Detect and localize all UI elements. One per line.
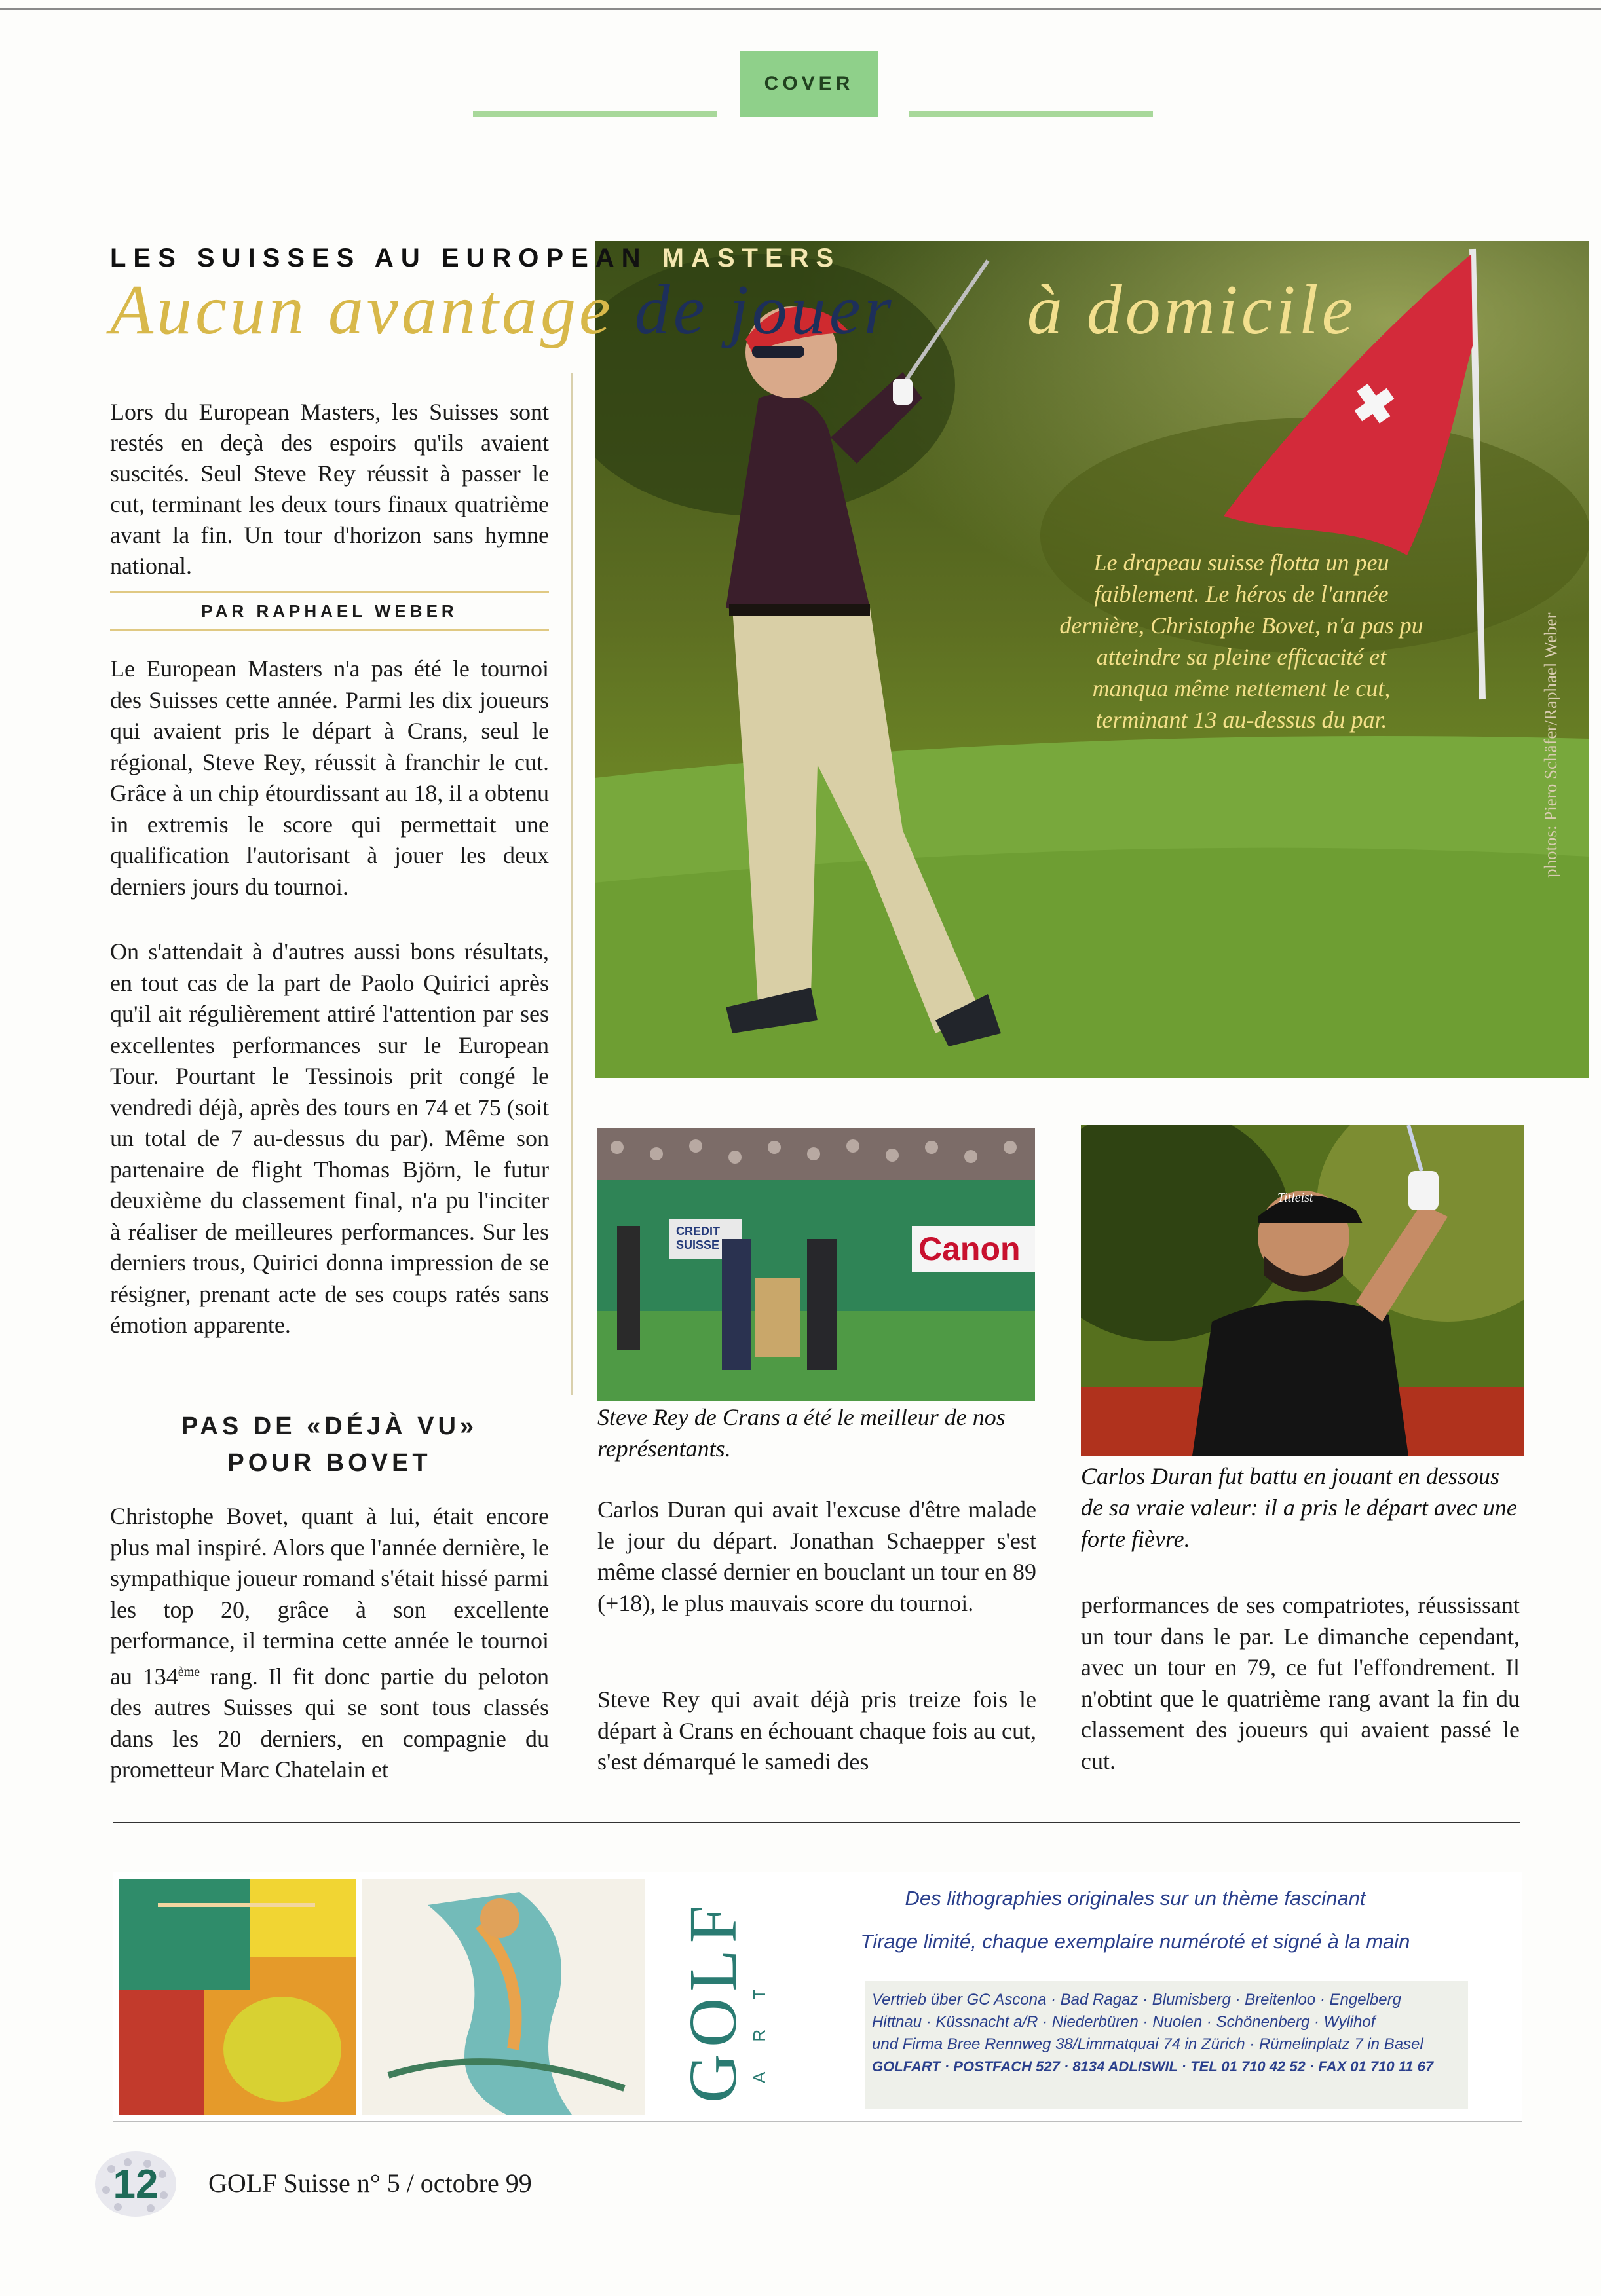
ad-headline-1: Des lithographies originales sur un thème fascinant	[905, 1887, 1366, 1910]
ad-headline-2: Tirage limité, chaque exemplaire numéroté et signé à la main	[860, 1930, 1410, 1953]
paragraph-3-end: rang. Il fit donc partie du peloton des autres Suisses qui se sont tous classés dans les 20 derniers, en compagnie du prometteur Marc Chatelain et	[110, 1663, 550, 1783]
banner-credit-suisse: CREDIT SUISSE	[676, 1225, 720, 1251]
kicker-dark: LES SUISSES AU EUROPEAN	[110, 244, 648, 272]
header-rule-left	[473, 111, 717, 117]
footer-rule	[113, 1822, 1520, 1823]
ad-logo	[674, 1887, 785, 2109]
headline-part-3: à domicile	[1027, 271, 1357, 349]
publication-info: GOLF Suisse n° 5 / octobre 99	[208, 2168, 532, 2198]
subheading	[110, 1408, 549, 1481]
header-rule-right	[909, 111, 1153, 117]
ad-logo-art: ART	[749, 1959, 769, 2083]
paragraph-3-start: Christophe Bovet, quant à lui, était encore plus mal inspiré. Alors que l'année dernière, le sympathique joueur romand s'était hissé parmi les top 20, grâce à son excellente performance, il termina cette année le tournoi au 134	[110, 1503, 549, 1690]
section-tab: COVER	[740, 51, 878, 117]
article-kicker	[110, 244, 840, 273]
ad-artwork-right	[362, 1879, 645, 2115]
subheading-line-1: PAS DE «DÉJÀ VU»	[181, 1413, 478, 1440]
paragraph-3	[110, 1501, 549, 1786]
duran-photo	[1081, 1125, 1524, 1456]
photo-credit: photos: Piero Schäfer/Raphael Weber	[1541, 612, 1560, 878]
page-number: 12	[113, 2162, 159, 2207]
ad-distribution	[872, 1989, 1468, 2078]
photo-credit-holder	[1541, 612, 1560, 891]
ad-distribution-line-2: Hittnau · Küssnacht a/R · Niederbüren · Nuolen · Schönenberg · Wylihof	[872, 2013, 1376, 2031]
ad-artwork-left	[119, 1879, 356, 2115]
main-photo-caption: Le drapeau suisse flotta un peu faiblement. Le héros de l'année dernière, Christophe Bovet, n'a pas pu atteindre sa pleine efficacité et manqua même nettement le cut, terminant 13 au-dessus du par.	[1059, 549, 1423, 733]
kicker-light: MASTERS	[662, 244, 841, 272]
paragraph-6: performances de ses compatriotes, réussissant un tour dans le par. Le dimanche cependant, avec un tour en 79, ce fut l'effondrement. Il n'obtint que le quatrième rang avant la fin du classement des joueurs qui avaient passé le cut.	[1081, 1592, 1520, 1774]
golfart-advertisement	[113, 1872, 1522, 2122]
paragraph-2: On s'attendait à d'autres aussi bons résultats, en tout cas de la part de Paolo Quirici après qu'il ait régulièrement attiré l'attention par ses excellentes performances sur le European Tour. Pourtant le Tessinois prit congé le vendredi déjà, après des tours en 74 et 75 (soit un total de 7 au-dessus du par). Même son partenaire de flight Thomas Björn, le futur deuxième du classement final, n'a pu l'inciter à réaliser de meilleures performances. Sur les derniers trous, Quirici donna impression de se résigner, prenant acte de ses coups ratés sans émotion apparente.	[110, 938, 549, 1338]
column-divider	[571, 373, 573, 1395]
article-lead: Lors du European Masters, les Suisses sont restés en deçà des espoirs qu'ils avaient suscités. Seul Steve Rey réussit à passer le cut, terminant les deux tours finaux quatrième avant la fin. Un tour d'horizon sans hymne national.	[110, 399, 549, 579]
duran-illustration	[1081, 1125, 1524, 1456]
article-headline	[110, 271, 1357, 349]
cap-brand-titleist: Titleist	[1277, 1191, 1313, 1205]
byline	[110, 591, 549, 631]
ceremony-caption: Steve Rey de Crans a été le meilleur de nos représentants.	[597, 1404, 1006, 1462]
duran-caption: Carlos Duran fut battu en jouant en dessous de sa vraie valeur: il a pris le départ avec une forte fièvre.	[1081, 1463, 1517, 1552]
paragraph-4: Carlos Duran qui avait l'excuse d'être malade le jour du départ. Jonathan Schaepper s'est même classé dernier en bouclant un tour en 89 (+18), le plus mauvais score du tournoi.	[597, 1496, 1036, 1616]
byline-text: PAR RAPHAEL WEBER	[201, 601, 458, 621]
ad-distribution-line-3: und Firma Bree Rennweg 38/Limmatquai 74 in Zürich · Rümelinplatz 7 in Basel	[872, 2035, 1423, 2053]
ceremony-photo	[597, 1128, 1035, 1401]
paragraph-3-ordinal: ème	[178, 1664, 200, 1679]
banner-canon: Canon	[918, 1231, 1021, 1267]
subheading-line-2: POUR BOVET	[227, 1449, 432, 1477]
top-rule	[0, 8, 1601, 10]
paragraph-5: Steve Rey qui avait déjà pris treize fois le départ à Crans en échouant chaque fois au cut, s'est démarqué le samedi des	[597, 1686, 1036, 1775]
ad-logo-golf: GOLF	[675, 1898, 751, 2103]
headline-part-2: de jouer	[634, 271, 895, 349]
paragraph-1: Le European Masters n'a pas été le tournoi des Suisses cette année. Parmi les dix joueurs qui avaient pris le départ à Crans, seul le régional, Steve Rey, réussit à franchir le cut. Grâce à un chip étourdissant au 18, il a obtenu in extremis le score qui permettait une qualification l'autorisant à jouer les deux derniers jours du tournoi.	[110, 656, 549, 900]
headline-part-1: Aucun avantage	[110, 271, 614, 349]
ad-contact: GOLFART · POSTFACH 527 · 8134 ADLISWIL · TEL 01 710 42 52 · FAX 01 710 11 67	[872, 2058, 1434, 2075]
ad-distribution-line-1: Vertrieb über GC Ascona · Bad Ragaz · Blumisberg · Breitenloo · Engelberg	[872, 1991, 1401, 2009]
